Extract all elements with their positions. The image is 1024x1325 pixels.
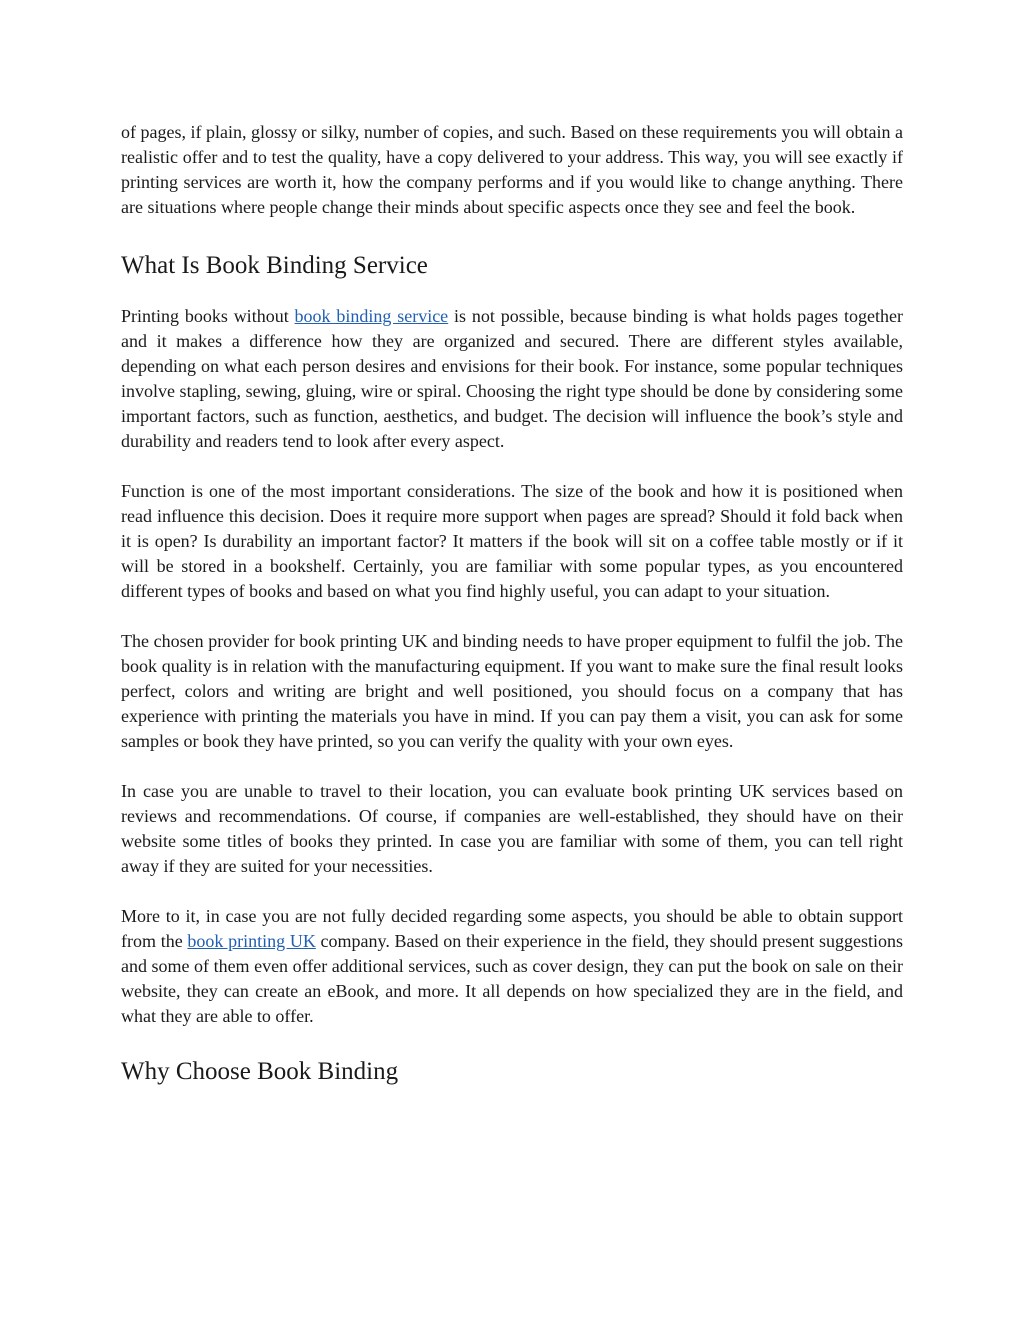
reviews-paragraph: In case you are unable to travel to their location, you can evaluate book printing UK services based on reviews and recommendations. Of course, if companies are well-established, they should have on their website some titles of books they printed. In case you are familiar with some of them, you can tell right away if they are suited for your necessities. [121, 781, 903, 876]
section-heading-why-choose-book-binding: Why Choose Book Binding [121, 1058, 399, 1085]
function-paragraph: Function is one of the most important considerations. The size of the book and how it is positioned when read influence this decision. Does it require more support when pages are spread? Should it fold back when it is open? Is durability an important factor? It matters if the book will sit on a coffee table mostly or if it will be stored in a bookshelf. Certainly, you are familiar with some popular types, as you encountered different types of books and based on what you find highly useful, you can adapt to your situation. [121, 481, 903, 601]
provider-paragraph: The chosen provider for book printing UK and binding needs to have proper equipment to fulfil the job. The book quality is in relation with the manufacturing equipment. If you want to make sure the final result looks perfect, colors and writing are bright and well positioned, you should focus on a company that has experience with printing the materials you have in mind. If you can pay them a visit, you can ask for some samples or book they have printed, so you can verify the quality with your own eyes. [121, 631, 903, 751]
paragraph-text: company. Based on their experience in the field, they should present suggestions and some of them even offer additional services, such as cover design, they can put the book on sale on their website, they can create an eBook, and more. It all depends on how specialized they are in the field, and what they are able to offer. [121, 931, 904, 1026]
book-printing-uk-link[interactable]: book printing UK [187, 931, 316, 951]
book-binding-service-link[interactable]: book binding service [294, 306, 449, 326]
paragraph-text: More to it, in case you are not fully decided regarding some aspects, you should be able to obtain support from the [121, 906, 903, 951]
paragraph-text: Printing books without [121, 306, 295, 326]
paragraph-text: is not possible, because binding is what holds pages together and it makes a difference how they are organized and secured. There are different styles available, depending on what each person desires and envisions for their book. For instance, some popular techniques involve stapling, sewing, gluing, wire or spiral. Choosing the right type should be done by considering some important factors, such as function, aesthetics, and budget. The decision will influence the book’s style and durability and readers tend to look after every aspect. [121, 306, 903, 451]
intro-paragraph: of pages, if plain, glossy or silky, number of copies, and such. Based on these requirements you will obtain a realistic offer and to test the quality, have a copy delivered to your address. This way, you will see exactly if printing services are worth it, how the company performs and if you would like to change anything. There are situations where people change their minds about specific aspects once they see and feel the book. [121, 122, 903, 217]
book-binding-paragraph [121, 304, 903, 454]
document-page [121, 120, 903, 1087]
section-heading-what-is-book-binding: What Is Book Binding Service [121, 252, 428, 279]
support-paragraph [121, 904, 903, 1029]
